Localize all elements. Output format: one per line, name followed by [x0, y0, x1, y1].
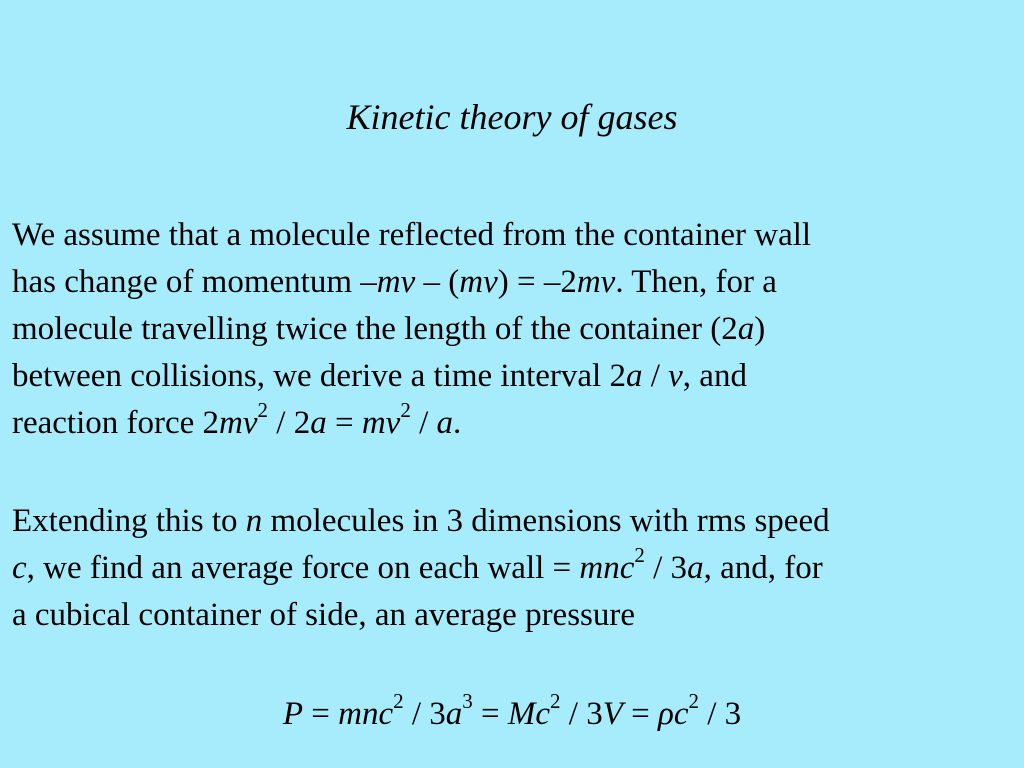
paragraph-line — [12, 592, 1012, 639]
text-run: reaction force 2 — [12, 405, 220, 441]
text-run: ) = –2 — [497, 264, 577, 300]
math-term: mv — [576, 264, 616, 300]
text-run: / 3 — [560, 696, 603, 732]
paragraph-pressure — [12, 498, 1012, 639]
text-run: / 2 — [268, 405, 311, 441]
math-term: a — [687, 550, 704, 586]
math-term: mv — [361, 405, 401, 441]
math-term: a — [625, 358, 643, 394]
math-term: a — [445, 696, 463, 732]
math-term: n — [245, 503, 263, 539]
paragraph-line — [12, 353, 1012, 400]
text-run: = — [302, 696, 339, 732]
text-run: ) — [754, 311, 766, 347]
math-term: a — [436, 405, 453, 441]
slide-title: Kinetic theory of gases — [346, 97, 678, 137]
text-run: , we find an average force on each wall = — [26, 550, 580, 586]
text-run: We assume that a molecule reflected from the container wall — [12, 217, 812, 253]
math-term: Mc — [507, 696, 551, 732]
text-run: / 3 — [699, 696, 742, 732]
text-run: , and, for — [703, 550, 823, 586]
text-run: / — [642, 358, 669, 394]
pressure-equation — [0, 691, 1024, 738]
paragraph-line — [12, 259, 1012, 306]
text-run: / — [410, 405, 437, 441]
text-run: = — [472, 696, 508, 732]
text-run: – ( — [415, 264, 460, 300]
exponent: 3 — [462, 689, 473, 713]
math-term: c — [12, 550, 27, 586]
text-run: between collisions, we derive a time interval 2 — [12, 358, 626, 394]
paragraph-line — [12, 212, 1012, 259]
text-run: = — [622, 696, 658, 732]
math-term: mv — [459, 264, 498, 300]
paragraph-line — [12, 400, 1012, 447]
text-run: molecules in 3 dimensions with rms speed — [262, 503, 830, 539]
math-term: v — [668, 358, 683, 394]
text-run: , and — [682, 358, 747, 394]
math-term: –mv — [360, 264, 416, 300]
exponent: 2 — [550, 689, 561, 713]
math-term: V — [602, 696, 623, 732]
text-run: molecule travelling twice the length of the container (2 — [12, 311, 738, 347]
math-term: P — [282, 696, 303, 732]
text-run: a cubical container of side, an average pressure — [12, 597, 636, 633]
text-run: Extending this to — [12, 503, 246, 539]
text-run: / 3 — [403, 696, 446, 732]
math-term: mnc — [579, 550, 635, 586]
math-term: mv — [219, 405, 258, 441]
paragraph-line — [12, 545, 1012, 592]
paragraph-momentum — [12, 212, 1012, 447]
paragraph-line — [12, 498, 1012, 545]
math-term: a — [310, 405, 327, 441]
text-run: = — [326, 405, 362, 441]
math-term: mnc — [338, 696, 394, 732]
text-run: . — [452, 405, 462, 441]
paragraph-line — [12, 306, 1012, 353]
exponent: 2 — [634, 543, 645, 567]
text-run: / 3 — [644, 550, 688, 586]
exponent: 2 — [393, 689, 404, 713]
text-run: has change of momentum — [12, 264, 361, 300]
exponent: 2 — [400, 398, 411, 422]
text-run: . Then, for a — [615, 264, 777, 300]
math-term: ρc — [658, 696, 689, 732]
exponent: 2 — [257, 398, 269, 422]
exponent: 2 — [688, 689, 699, 713]
math-term: a — [737, 311, 755, 347]
